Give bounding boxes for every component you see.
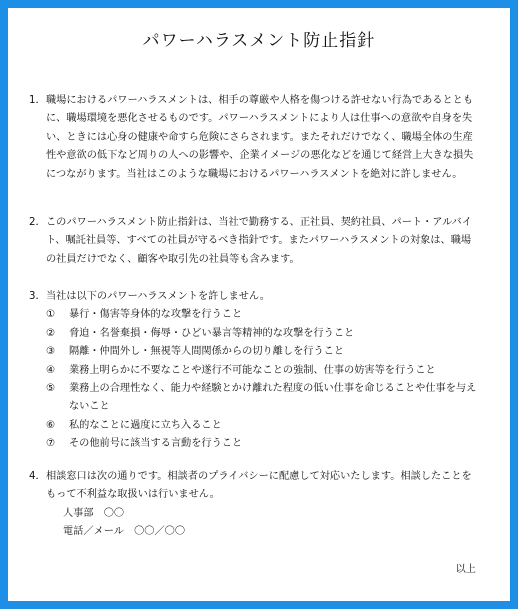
list-item [46, 325, 477, 343]
item-text: その他前号に該当する言動を行うこと [69, 438, 243, 450]
item-text: 暴行・傷害等身体的な攻撃を行うこと [69, 309, 243, 321]
item-text: 脅迫・名誉棄損・侮辱・ひどい暴言等精神的な攻撃を行うこと [69, 327, 355, 339]
item-mark: ⑦ [46, 438, 56, 450]
section-number: 1． [29, 95, 46, 106]
section-text: このパワーハラスメント防止指針は、当社で勤務する、正社員、契約社員、パート・アルバイト、嘱託社員等、すべての社員が守るべき指針です。またパワーハラスメントの対象は、職場の社員だけでなく、顧客や取引先の社員等も含みます。 [46, 217, 472, 265]
contact-phone-mail: 電話／メール 〇〇／〇〇 [63, 526, 186, 538]
contact-department: 人事部 〇〇 [63, 507, 125, 519]
section-number: 3． [29, 291, 46, 302]
section-4 [29, 468, 477, 542]
item-text: 業務上の合理性なく、能力や経験とかけ離れた程度の低い仕事を命じることや仕事を与えないこと [69, 383, 477, 413]
item-text: 隔離・仲間外し・無視等人間関係からの切り離しを行うこと [69, 346, 345, 358]
section-text: 相談窓口は次の通りです。相談者のプライバシーに配慮して対応いたします。相談したことをもって不利益な取扱いは行いません。 [46, 471, 472, 501]
item-mark: ④ [46, 364, 56, 376]
contact-block [63, 505, 477, 542]
list-item [46, 435, 477, 453]
item-mark: ③ [46, 346, 56, 358]
section-text: 職場におけるパワーハラスメントは、相手の尊厳や人格を傷つける許せない行為であるとともに、職場環境を悪化させるものです。パワーハラスメントにより人は仕事への意欲や自身を失い、ときには心身の健康や命すら危険にさらされます。またそれだけでなく、職場全体の生産性や意欲の低下など周りの人への影響や、企業イメージの悪化などを通じて経営上大きな損失につながります。当社はこのような職場におけるパワーハラスメントを絶対に許しません。 [46, 95, 474, 180]
item-text: 私的なことに過度に立ち入ること [69, 419, 222, 431]
section-number: 4． [29, 471, 46, 482]
item-mark: ⑥ [46, 419, 56, 431]
item-mark: ② [46, 327, 56, 339]
item-mark: ⑤ [46, 383, 56, 395]
section-text: 当社は以下のパワーハラスメントを許しません。 [46, 291, 270, 302]
prohibited-list [46, 306, 477, 453]
item-text: 業務上明らかに不要なことや遂行不可能なことの強制、仕事の妨害等を行うこと [69, 364, 436, 376]
section-1 [29, 92, 477, 184]
item-mark: ① [46, 309, 56, 321]
section-number: 2． [29, 217, 46, 228]
list-item [46, 306, 477, 324]
list-item [46, 417, 477, 435]
closing-text: 以上 [455, 564, 476, 575]
list-item [46, 343, 477, 361]
section-2 [29, 214, 477, 269]
document-title: パワーハラスメント防止指針 [142, 31, 376, 51]
section-3 [29, 288, 477, 454]
list-item [46, 362, 477, 380]
list-item [46, 380, 477, 417]
